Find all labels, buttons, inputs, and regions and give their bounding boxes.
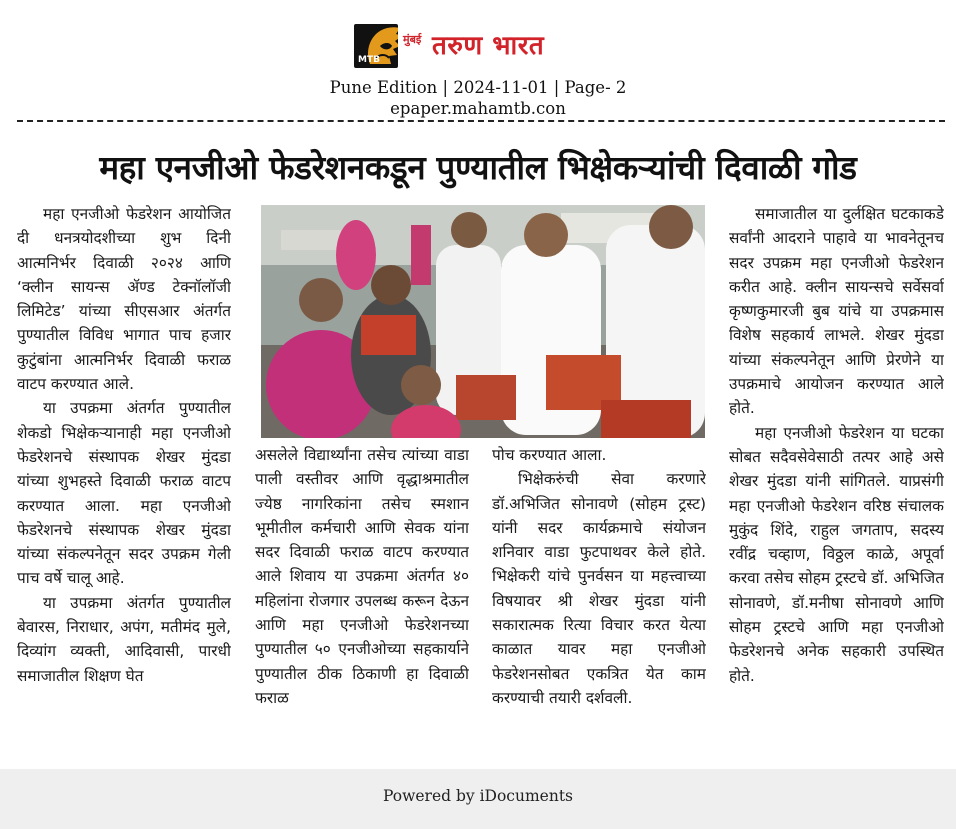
article-headline: महा एनजीओ फेडरेशनकडून पुण्यातील भिक्षेकऱ्यांची दिवाळी गोड [99, 148, 857, 187]
masthead [0, 22, 956, 70]
article-column-3 [492, 443, 706, 733]
logo-badge: MTB [358, 55, 380, 65]
edition-line: Pune Edition | 2024-11-01 | Page- 2 [329, 78, 627, 97]
dashed-divider [17, 120, 945, 122]
article-column-4 [729, 202, 944, 742]
paragraph: या उपक्रमा अंतर्गत पुण्यातील बेवारस, निराधार, अपंग, मतीमंद मुले, दिव्यांग व्यक्ती, आदिवासी, पारधी समाजातील शिक्षण घेत [17, 593, 231, 685]
paragraph: महा एनजीओ फेडरेशन आयोजित दी धनत्रयोदशीच्या शुभ दिनी आत्मनिर्भर दिवाळी २०२४ आणि ‘क्लीन सायन्स ॲण्ड टेक्नॉलॉजी लिमिटेड’ यांच्या सीएसआर अंतर्गत पुण्यातील विविध भागात पाच हजार कुटुंबांना आत्मनिर्भर दिवाळी फराळ वाटप करण्यात आले. [17, 205, 231, 394]
paragraph: या उपक्रमा अंतर्गत पुण्यातील शेकडो भिक्षेकऱ्यानाही महा एनजीओ फेडरेशनचे संस्थापक शेखर मुंदडा यांच्या शुभहस्ते दिवाळी फराळ वाटप करण्यात आला. महा एनजीओ फेडरेशनचे संस्थापक शेखर मुंदडा यांच्या संकल्पनेतून सदर उपक्रम गेली पाच वर्षे चालू आहे. [17, 399, 231, 588]
paragraph: पोच करण्यात आला. [492, 446, 607, 464]
website-link[interactable]: epaper.mahamtb.con [390, 99, 566, 118]
mtb-logo [354, 24, 398, 68]
paragraph: समाजातील या दुर्लक्षित घटकाकडे सर्वांनी आदराने पाहावे या भावनेतूनच सदर उपक्रम महा एनजीओ फेडरेशन करीत आहे. क्लीन सायन्सचे सर्वेसर्वा कृष्णकुमारजी बुब यांचे या उपक्रमास विशेष सहकार्य लाभले. शेखर मुंदडा यांच्या संकल्पनेतून आणि प्रेरणेने या उपक्रमाचे आयोजन करण्यात आले होते. [729, 205, 944, 418]
brand-prefix: मुंबई [403, 33, 422, 46]
article-column-1 [17, 202, 231, 742]
article-photo [261, 205, 705, 438]
paragraph: महा एनजीओ फेडरेशन या घटका सोबत सदैवसेवेसाठी तत्पर आहे असे शेखर मुंदडा यांनी सांगितले. याप्रसंगी महा एनजीओ फेडरेशन वरिष्ठ संचालक मुकुंद शिंदे, राहुल जगताप, सदस्य रवींद्र चव्हाण, विठ्ठल काळे, अपूर्वा करवा तसेच सोहम ट्रस्टचे डॉ. अभिजित सोनावणे, डॉ.मनीषा सोनावणे आणि सोहम ट्रस्टचे आणि महा एनजीओ फेडरेशनचे अनेक सहकारी उपस्थित होते. [729, 423, 944, 685]
footer-powered-by[interactable]: Powered by iDocuments [382, 787, 574, 805]
article-column-2 [255, 443, 469, 733]
paragraph: असलेले विद्यार्थ्यांना तसेच त्यांच्या वाडा पाली वस्तीवर आणि वृद्धाश्रमातील ज्येष्ठ नागरिकांना तसेच स्मशान भूमीतील कर्मचारी आणि सेवक यांना सदर दिवाळी फराळ वाटप करण्यात आले शिवाय या उपक्रमा अंतर्गत ४० महिलांना रोजगार उपलब्ध करून देऊन आणि महा एनजीओ फेडरेशनच्या पुण्यातील ५० एनजीओच्या सहकार्याने पुण्यातील ठीक ठिकाणी हा दिवाळी फराळ [255, 446, 469, 707]
footer-bar [0, 769, 956, 829]
brand-name: तरुण भारत [432, 31, 545, 61]
photo-illustration [261, 205, 705, 438]
paragraph: भिक्षेकरुंची सेवा करणारे डॉ.अभिजित सोनावणे (सोहम ट्रस्ट) यांनी सदर कार्यक्रमाचे संयोजन शनिवार वाडा फुटपाथवर केले होते. भिक्षेकरी यांचे पुनर्वसन या महत्त्वाच्या विषयावर श्री शेखर मुंदडा यांनी सकारात्मक रित्या विचार करत येत्या काळात यावर महा एनजीओ फेडरेशनसोबत एकत्रित येत काम करण्याची तयारी दर्शवली. [492, 470, 706, 707]
